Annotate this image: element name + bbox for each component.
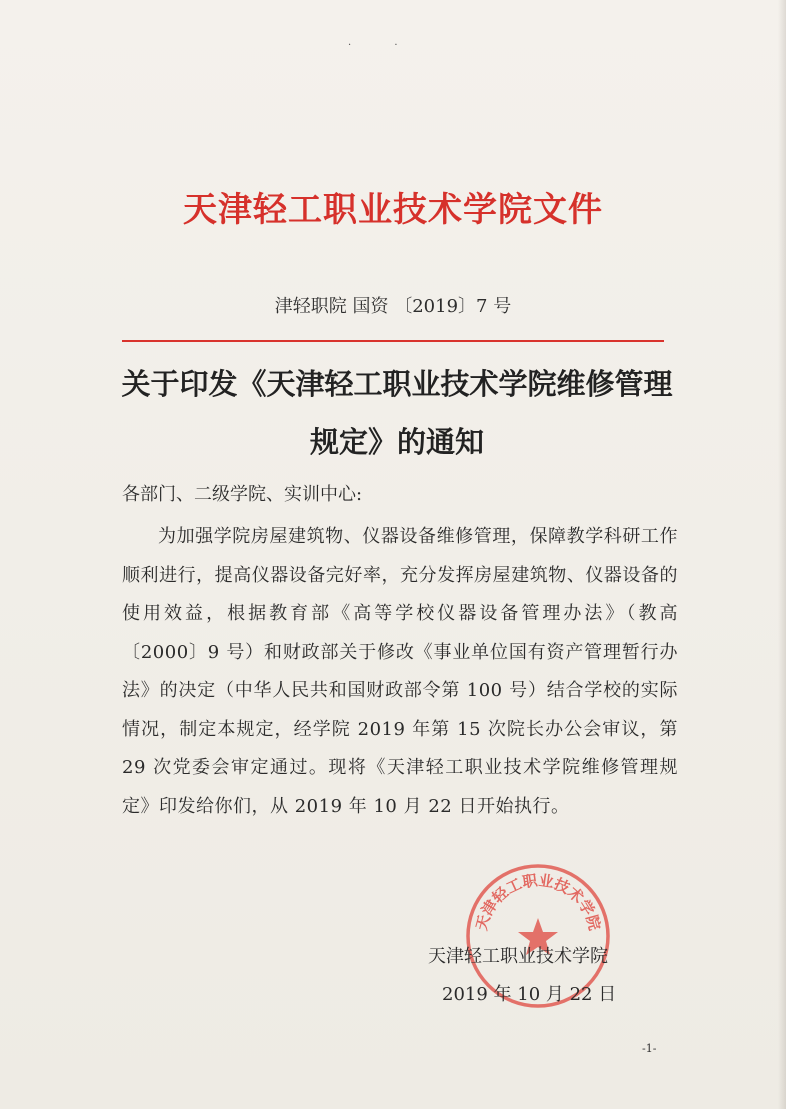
salutation: 各部门、二级学院、实训中心: bbox=[122, 484, 363, 505]
document-number: 津轻职院 国资 〔2019〕7 号 bbox=[274, 296, 512, 317]
notice-body: 为加强学院房屋建筑物、仪器设备维修管理，保障教学科研工作顺利进行，提高仪器设备完好率，充分发挥房屋建筑物、仪器设备的使用效益，根据教育部《高等学校仪器设备管理办法》（教高〔2000〕9 号）和财政部关于修改《事业单位国有资产管理暂行办法》的决定（中华人民共和国财政部令第 100 号）结合学校的实际情况，制定本规定，经学院 2019 年第 15 次院长办公会审议，第 29 次党委会审定通过。现将《天津轻工职业技术学院维修管理规定》印发给你们，从 2019 年 10 月 22 日开始执行。 bbox=[122, 526, 678, 817]
signature-org: 天津轻工职业技术学院 bbox=[428, 946, 608, 967]
scan-specks: · · bbox=[348, 40, 418, 51]
red-divider-line bbox=[122, 340, 664, 342]
page-number: -1- bbox=[642, 1042, 657, 1055]
notice-title bbox=[112, 355, 682, 471]
signature-date: 2019 年 10 月 22 日 bbox=[442, 984, 617, 1005]
notice-title-line-1: 关于印发《天津轻工职业技术学院维修管理 bbox=[121, 367, 673, 401]
page-edge-shadow bbox=[778, 0, 786, 1109]
seal-text: 天津轻工职业技术学院 bbox=[472, 871, 604, 933]
notice-title-line-2: 规定》的通知 bbox=[309, 425, 484, 459]
document-header-title: 天津轻工职业技术学院文件 bbox=[183, 190, 603, 230]
